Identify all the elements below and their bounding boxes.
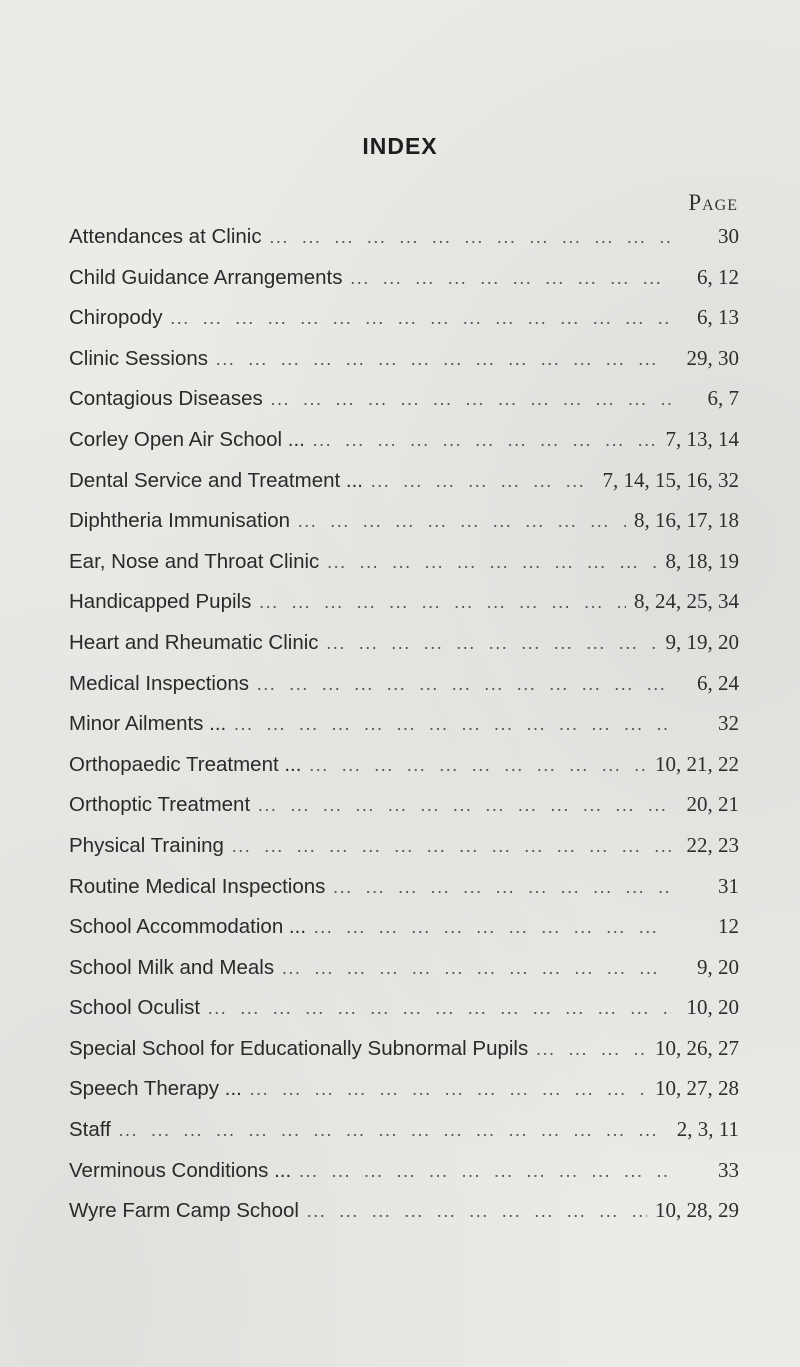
index-entry: [69, 1158, 739, 1199]
dot-leader: [270, 227, 671, 248]
entry-pages: 8, 18, 19: [665, 548, 739, 573]
dot-leader: [298, 511, 626, 532]
entry-pages: 6, 13: [697, 305, 739, 330]
dot-leader: [258, 795, 671, 816]
entry-label: Orthopaedic Treatment ...: [69, 752, 302, 776]
entry-label: Orthoptic Treatment: [69, 793, 251, 817]
index-entry: [69, 305, 739, 346]
entry-label: Wyre Farm Camp School: [69, 1199, 299, 1223]
entry-pages: 10, 21, 22: [655, 751, 739, 776]
entry-label: Speech Therapy ...: [69, 1077, 242, 1101]
entry-label: Attendances at Clinic: [69, 225, 262, 248]
dot-leader: [327, 633, 658, 654]
entry-pages: 31: [718, 873, 739, 898]
entry-label: School Oculist: [69, 996, 201, 1020]
entry-label: Special School for Educationally Subnormal Pupils: [69, 1036, 529, 1060]
entry-label: Ear, Nose and Throat Clinic: [69, 549, 320, 573]
index-entry: [69, 792, 739, 833]
entry-pages: 29, 30: [686, 345, 739, 370]
dot-leader: [313, 430, 658, 451]
dot-leader: [307, 1201, 647, 1222]
entry-label: Staff: [69, 1118, 111, 1142]
entry-pages: 8, 24, 25, 34: [634, 589, 739, 614]
index-entry: [69, 630, 739, 671]
entry-pages: 33: [718, 1157, 739, 1182]
index-entry: [69, 833, 739, 874]
entry-label: Handicapped Pupils: [69, 590, 252, 614]
entry-pages: 7, 14, 15, 16, 32: [602, 467, 739, 492]
entry-pages: 9, 19, 20: [665, 629, 739, 654]
dot-leader: [119, 1120, 669, 1141]
dot-leader: [271, 389, 671, 410]
entry-pages: 2, 3, 11: [676, 1117, 739, 1142]
entry-label: Dental Service and Treatment ...: [69, 468, 363, 492]
dot-leader: [208, 998, 671, 1019]
index-entry: [69, 1036, 739, 1077]
index-entry: [69, 549, 739, 590]
dot-leader: [257, 674, 671, 695]
index-entry: [69, 589, 739, 630]
entry-label: Clinic Sessions: [69, 346, 208, 370]
entry-label: Physical Training: [69, 833, 224, 857]
entry-pages: 10, 27, 28: [655, 1076, 739, 1101]
index-entry: [69, 874, 739, 915]
entry-label: Corley Open Air School ...: [69, 427, 305, 451]
entry-label: Verminous Conditions ...: [69, 1158, 292, 1182]
dot-leader: [333, 877, 671, 898]
index-entry: [69, 346, 739, 387]
index-entry: [69, 752, 739, 793]
index-entry: [69, 427, 739, 468]
dot-leader: [170, 308, 671, 329]
index-entry: [69, 508, 739, 549]
index-entry: [69, 711, 739, 752]
dot-leader: [216, 349, 671, 370]
entry-label: Heart and Rheumatic Clinic: [69, 630, 319, 654]
index-list: [69, 224, 739, 1239]
index-entry: [69, 1117, 739, 1158]
dot-leader: [234, 714, 671, 735]
dot-leader: [250, 1079, 647, 1100]
page-column-heading: Page: [688, 190, 738, 215]
dot-leader: [309, 755, 647, 776]
entry-pages: 6, 7: [707, 386, 739, 411]
entry-label: Chiropody: [69, 306, 163, 330]
dot-leader: [314, 917, 671, 938]
entry-pages: 7, 13, 14: [665, 426, 739, 451]
entry-label: Minor Ailments ...: [69, 712, 227, 736]
index-entry: [69, 224, 739, 265]
entry-pages: 22, 23: [686, 832, 739, 857]
dot-leader: [232, 836, 671, 857]
entry-pages: 32: [718, 711, 739, 736]
dot-leader: [259, 592, 626, 613]
dot-leader: [327, 552, 657, 573]
index-entry: [69, 914, 739, 955]
index-entry: [69, 995, 739, 1036]
entry-label: Diphtheria Immunisation: [69, 509, 291, 533]
dot-leader: [351, 268, 672, 289]
dot-leader: [282, 958, 671, 979]
dot-leader: [371, 471, 595, 492]
entry-pages: 30: [718, 224, 739, 248]
index-entry: [69, 468, 739, 509]
dot-leader: [536, 1039, 647, 1060]
entry-pages: 20, 21: [686, 792, 739, 817]
index-entry: [69, 386, 739, 427]
entry-label: School Milk and Meals: [69, 955, 275, 979]
entry-label: Contagious Diseases: [69, 387, 263, 411]
entry-label: Child Guidance Arrangements: [69, 265, 343, 289]
index-entry: [69, 671, 739, 712]
entry-label: Medical Inspections: [69, 671, 250, 695]
entry-pages: 10, 28, 29: [655, 1198, 739, 1223]
entry-pages: 9, 20: [697, 954, 739, 979]
index-entry: [69, 1198, 739, 1239]
entry-label: School Accommodation ...: [69, 915, 307, 939]
entry-pages: 6, 12: [697, 264, 739, 289]
entry-pages: 8, 16, 17, 18: [634, 508, 739, 533]
dot-leader: [299, 1161, 671, 1182]
entry-pages: 6, 24: [697, 670, 739, 695]
index-title: INDEX: [362, 133, 438, 159]
entry-pages: 10, 26, 27: [655, 1035, 739, 1060]
entry-pages: 12: [718, 914, 739, 939]
index-entry: [69, 1076, 739, 1117]
index-entry: [69, 955, 739, 996]
index-entry: [69, 265, 739, 306]
entry-label: Routine Medical Inspections: [69, 874, 326, 898]
entry-pages: 10, 20: [686, 995, 739, 1020]
